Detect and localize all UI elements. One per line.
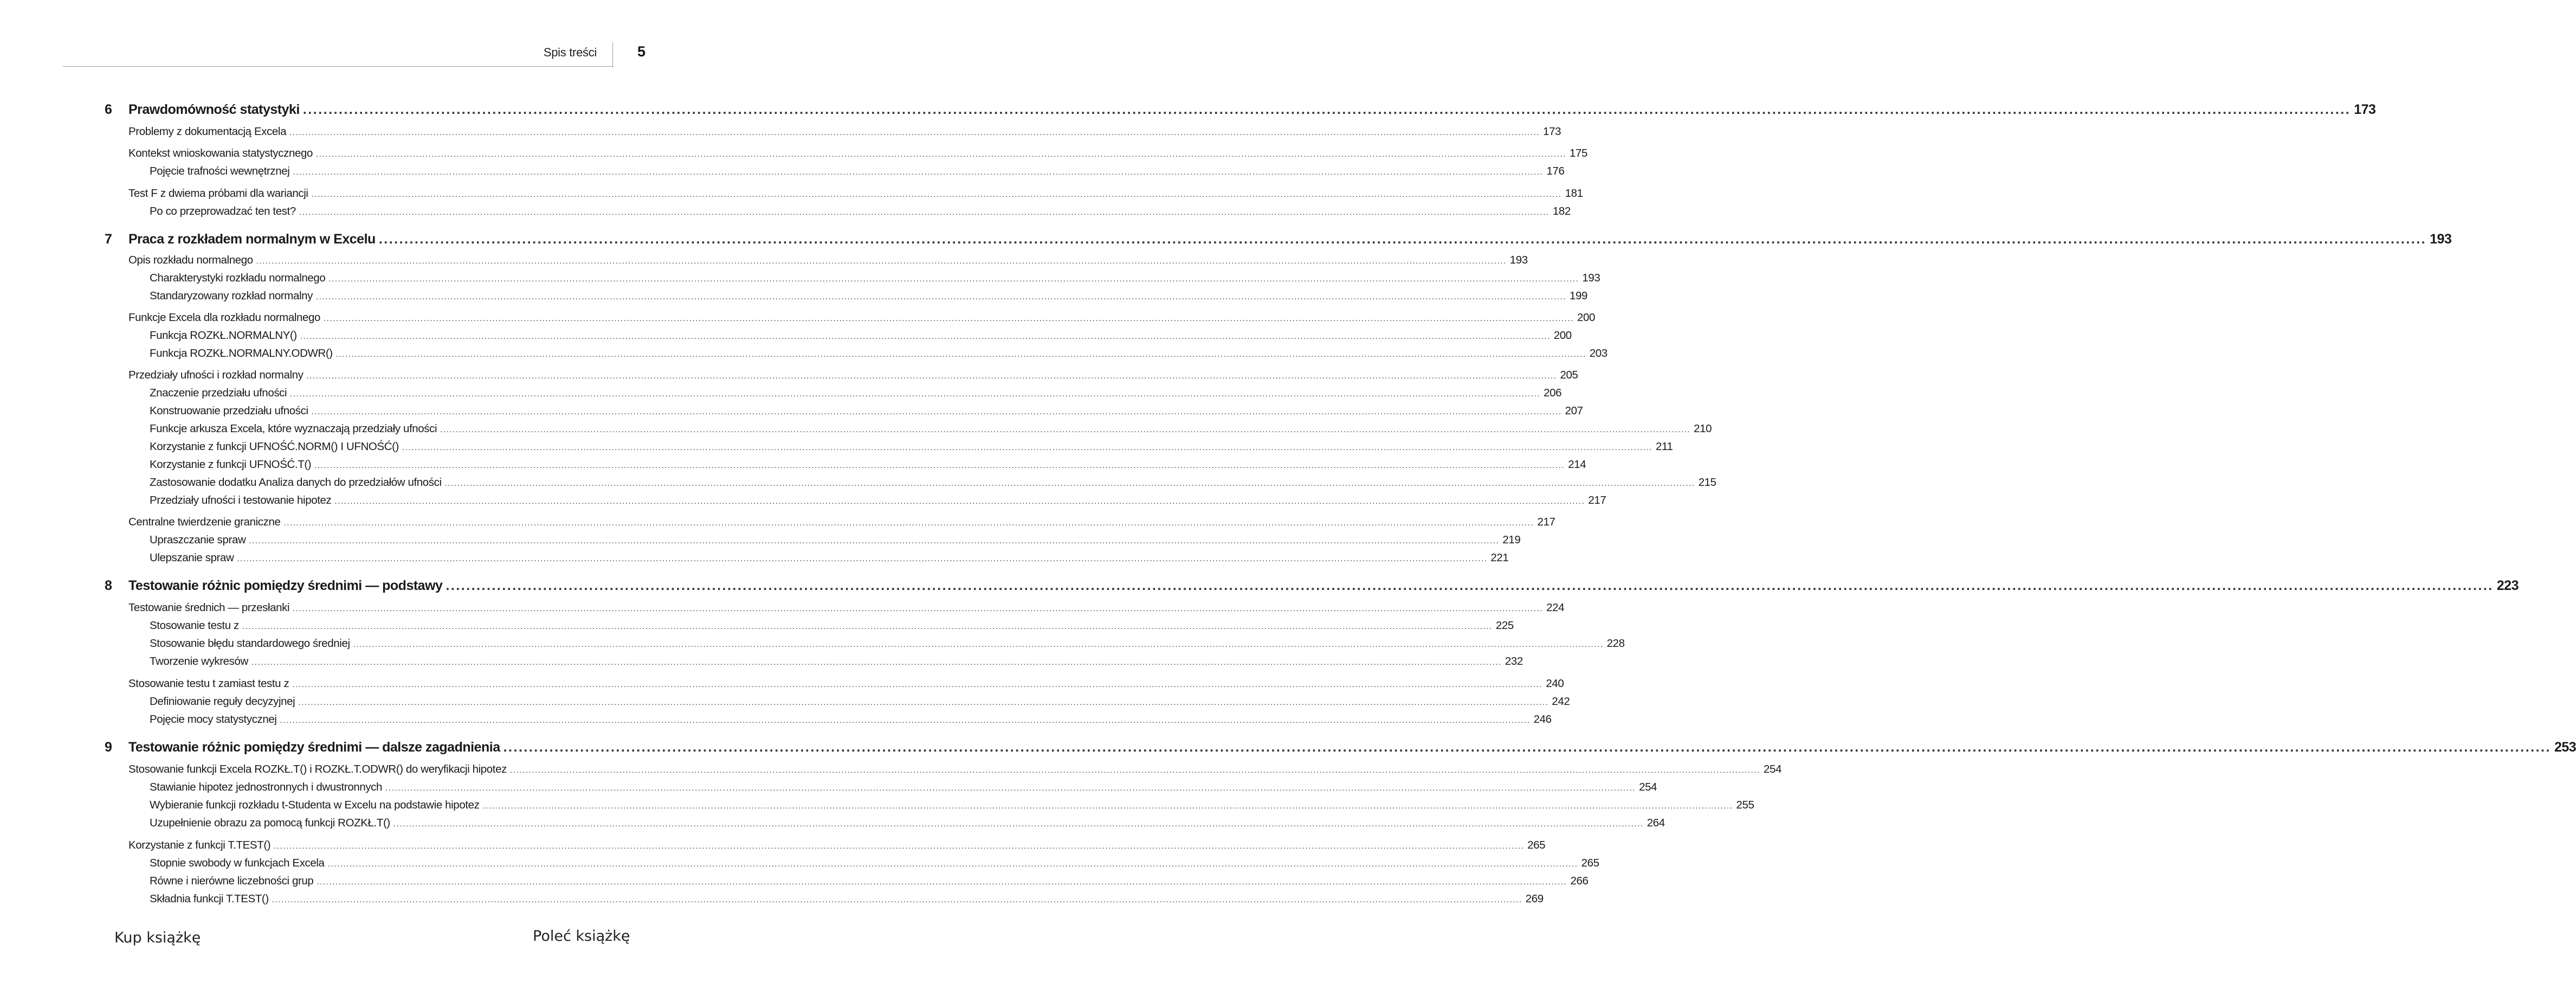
toc-entry-page: 205 [1560,369,1578,381]
dot-leader: ................................................................................................................................................................................................................................................................................................................................................................................................................ [300,332,1551,341]
chapter-number: 6 [105,102,112,117]
toc-entry-page: 217 [1588,494,1606,506]
toc-entry-title: Tworzenie wykresów [150,655,248,667]
toc-entry-title: Równe i nierówne liczebności grup [150,875,314,887]
toc-entry-title: Stosowanie testu z [150,619,239,632]
running-header-title: Spis treści [543,46,597,59]
toc-subsection[interactable] [150,534,1521,547]
toc-chapter[interactable] [105,232,2452,247]
dot-leader: ................................................................................................................................................................................................................................................................................................................................................................................................................ [272,895,1522,904]
dot-leader: ................................................................................................................................................................................................................................................................................................................................................................................................................ [311,407,1562,416]
dot-leader: ................................................................................................................................................................................................................................................................................................................................................................................................................ [509,766,1760,775]
toc-entry-title: Ulepszanie spraw [150,551,234,564]
dot-leader: ................................................................................................................................................................................................................................................................................................................................................................................................................ [440,425,1691,434]
toc-subsection[interactable] [150,290,1587,303]
toc-entry-page: 199 [1569,290,1587,302]
toc-subsection[interactable] [150,347,1607,360]
dot-leader: ................................................................................................................................................................................................................................................................................................................................................................................................................ [283,518,1534,528]
toc-entry-title: Po co przeprowadzać ten test? [150,205,296,217]
toc-entry-page: 228 [1606,637,1625,650]
toc-entry-page: 193 [1509,254,1528,266]
toc-section[interactable] [128,763,1781,776]
toc-section[interactable] [128,677,1564,690]
dot-leader: ................................................................................................................................................................................................................................................................................................................................................................................................................ [482,801,1733,811]
toc-entry-title: Opis rozkładu normalnego [128,254,253,266]
toc-entry-title: Korzystanie z funkcji UFNOŚĆ.NORM() I UFNOŚĆ() [150,440,399,453]
toc-entry-title: Znaczenie przedziału ufności [150,387,287,399]
toc-subsection[interactable] [150,695,1570,708]
dot-leader: ................................................................................................................................................................................................................................................................................................................................................................................................................ [315,292,1566,301]
toc-subsection[interactable] [150,551,1509,564]
toc-entry-page: 193 [1582,272,1600,284]
dot-leader: ................................................................................................................................................................................................................................................................................................................................................................................................................ [402,443,1652,452]
toc-section[interactable] [128,125,1561,138]
toc-entry-page: 225 [1495,619,1514,632]
toc-entry-title: Przedziały ufności i testowanie hipotez [150,494,332,506]
toc-subsection[interactable] [150,817,1665,830]
chapter-number: 8 [105,578,112,593]
dot-leader: ................................................................................................................................................................................................................................................................................................................................................................................................................ [324,314,1574,323]
toc-entry-title: Standaryzowany rozkład normalny [150,290,313,302]
toc-entry-page: 211 [1655,440,1673,453]
toc-subsection[interactable] [150,329,1572,342]
toc-entry-page: 240 [1546,677,1564,690]
toc-entry-page: 253 [2554,740,2576,755]
toc-section[interactable] [128,516,1555,529]
toc-chapter[interactable] [105,102,2376,118]
toc-entry-title: Przedziały ufności i rozkład normalny [128,369,304,381]
toc-entry-title: Zastosowanie dodatku Analiza danych do przedziałów ufności [150,476,442,489]
dot-leader: ................................................................................................................................................................................................................................................................................................................................................................................................................ [393,819,1644,829]
toc-entry-page: 214 [1568,458,1586,471]
toc-entry-page: 254 [1639,781,1657,793]
toc-entry-page: 255 [1736,799,1754,811]
dot-leader: ................................................................................................................................................................................................................................................................................................................................................................................................................ [289,128,1540,137]
dot-leader: ................................................................................................................................................................................................................................................................................................................................................................................................................ [327,859,1578,869]
toc-subsection[interactable] [150,655,1523,668]
toc-entry-page: 242 [1552,695,1570,708]
chapter-number: 9 [105,740,112,755]
toc-entry-title: Konstruowanie przedziału ufności [150,405,308,417]
toc-section[interactable] [128,187,1583,200]
toc-entry-page: 215 [1698,476,1716,489]
toc-entry-page: 232 [1505,655,1523,667]
buy-book-link[interactable]: Kup książkę [114,929,201,946]
dot-leader: ................................................................................................................................................................................................................................................................................................................................................................................................................ [328,274,1579,284]
toc-entry-page: 254 [1763,763,1781,775]
toc-entry-page: 193 [2430,232,2452,247]
toc-entry-title: Wybieranie funkcji rozkładu t-Studenta w Excelu na podstawie hipotez [150,799,480,811]
dot-leader: ................................................................................................................................................................................................................................................................................................................................................................................................................ [280,716,1531,725]
toc-subsection[interactable] [150,857,1599,870]
toc-entry-title: Uzupełnienie obrazu za pomocą funkcji ROZKŁ.T() [150,817,390,829]
toc-section[interactable] [128,369,1578,382]
dot-leader: ................................................................................................................................................................................................................................................................................................................................................................................................................ [446,578,2494,593]
toc-subsection[interactable] [150,713,1552,726]
toc-subsection[interactable] [150,205,1571,218]
toc-subsection[interactable] [150,875,1589,888]
toc-entry-title: Stosowanie funkcji Excela ROZKŁ.T() i ROZKŁ.T.ODWR() do weryfikacji hipotez [128,763,507,775]
header-rule [63,66,614,67]
toc-entry-page: 224 [1546,601,1565,614]
toc-subsection[interactable] [150,272,1600,285]
toc-entry-page: 223 [2496,578,2519,593]
dot-leader: ................................................................................................................................................................................................................................................................................................................................................................................................................ [302,102,2351,117]
toc-entry-page: 217 [1537,516,1555,528]
toc-entry-title: Stopnie swobody w funkcjach Excela [150,857,325,869]
dot-leader: ................................................................................................................................................................................................................................................................................................................................................................................................................ [378,232,2427,247]
dot-leader: ................................................................................................................................................................................................................................................................................................................................................................................................................ [503,740,2551,755]
toc-entry-title: Testowanie różnic pomiędzy średnimi — podstawy [128,578,443,593]
toc-entry-title: Korzystanie z funkcji T.TEST() [128,839,271,851]
page-number: 5 [637,43,646,60]
toc-entry-page: 206 [1544,387,1562,399]
toc-subsection[interactable] [150,893,1544,906]
toc-entry-title: Funkcje arkusza Excela, które wyznaczają przedziały ufności [150,422,437,435]
toc-entry-title: Kontekst wnioskowania statystycznego [128,147,313,159]
toc-entry-page: 182 [1552,205,1571,217]
toc-subsection[interactable] [150,781,1657,794]
toc-entry-title: Funkcja ROZKŁ.NORMALNY.ODWR() [150,347,333,360]
dot-leader: ................................................................................................................................................................................................................................................................................................................................................................................................................ [299,208,1550,217]
toc-entry-page: 173 [2354,102,2376,117]
toc-entry-page: 181 [1565,187,1583,200]
dot-leader: ................................................................................................................................................................................................................................................................................................................................................................................................................ [274,842,1525,851]
toc-entry-page: 265 [1527,839,1546,851]
dot-leader: ................................................................................................................................................................................................................................................................................................................................................................................................................ [290,389,1541,399]
dot-leader: ................................................................................................................................................................................................................................................................................................................................................................................................................ [249,536,1500,545]
dot-leader: ................................................................................................................................................................................................................................................................................................................................................................................................................ [293,604,1544,613]
toc-entry-title: Prawdomówność statystyki [128,102,300,117]
toc-entry-title: Stawianie hipotez jednostronnych i dwustronnych [150,781,383,793]
toc-entry-title: Test F z dwiema próbami dla wariancji [128,187,308,200]
chapter-number: 7 [105,232,112,247]
dot-leader: ................................................................................................................................................................................................................................................................................................................................................................................................................ [298,698,1549,707]
toc-subsection[interactable] [150,422,1712,435]
dot-leader: ................................................................................................................................................................................................................................................................................................................................................................................................................ [293,168,1544,177]
toc-chapter[interactable] [105,740,2576,755]
toc-entry-title: Funkcja ROZKŁ.NORMALNY() [150,329,297,342]
toc-entry-title: Definiowanie reguły decyzyjnej [150,695,295,708]
toc-subsection[interactable] [150,494,1606,507]
dot-leader: ................................................................................................................................................................................................................................................................................................................................................................................................................ [317,877,1567,887]
toc-entry-title: Funkcje Excela dla rozkładu normalnego [128,311,321,324]
dot-leader: ................................................................................................................................................................................................................................................................................................................................................................................................................ [385,784,1636,793]
toc-subsection[interactable] [150,405,1583,418]
toc-entry-page: 207 [1565,405,1583,417]
dot-leader: ................................................................................................................................................................................................................................................................................................................................................................................................................ [334,497,1585,506]
toc-subsection[interactable] [150,619,1514,632]
toc-entry-title: Centralne twierdzenie graniczne [128,516,281,528]
dot-leader: ................................................................................................................................................................................................................................................................................................................................................................................................................ [256,256,1507,266]
dot-leader: ................................................................................................................................................................................................................................................................................................................................................................................................................ [292,680,1543,689]
toc-section[interactable] [128,601,1565,614]
toc-entry-page: 203 [1589,347,1607,360]
toc-entry-title: Testowanie średnich — przesłanki [128,601,290,614]
dot-leader: ................................................................................................................................................................................................................................................................................................................................................................................................................ [311,190,1562,199]
toc-entry-page: 176 [1546,165,1565,177]
toc-entry-title: Pojęcie mocy statystycznej [150,713,277,726]
toc-entry-title: Testowanie różnic pomiędzy średnimi — dalsze zagadnienia [128,740,500,755]
toc-entry-title: Charakterystyki rozkładu normalnego [150,272,326,284]
toc-entry-title: Upraszczanie spraw [150,534,246,546]
toc-entry-page: 264 [1647,817,1665,829]
toc-subsection[interactable] [150,165,1565,178]
toc-entry-page: 200 [1553,329,1572,342]
toc-chapter[interactable] [105,578,2519,594]
toc-entry-title: Stosowanie testu t zamiast testu z [128,677,289,690]
toc-section[interactable] [128,839,1546,852]
header-separator [612,42,613,67]
toc-entry-title: Korzystanie z funkcji UFNOŚĆ.T() [150,458,312,471]
toc-subsection[interactable] [150,637,1625,650]
dot-leader: ................................................................................................................................................................................................................................................................................................................................................................................................................ [251,658,1502,667]
dot-leader: ................................................................................................................................................................................................................................................................................................................................................................................................................ [444,479,1695,488]
toc-entry-page: 219 [1502,534,1521,546]
toc-entry-page: 175 [1569,147,1587,159]
dot-leader: ................................................................................................................................................................................................................................................................................................................................................................................................................ [237,554,1488,563]
toc-entry-page: 246 [1533,713,1552,726]
toc-entry-title: Pojęcie trafności wewnętrznej [150,165,290,177]
dot-leader: ................................................................................................................................................................................................................................................................................................................................................................................................................ [353,640,1604,649]
toc-entry-title: Składnia funkcji T.TEST() [150,893,269,905]
toc-subsection[interactable] [150,799,1754,812]
toc-entry-page: 210 [1694,422,1712,435]
toc-section[interactable] [128,254,1528,267]
recommend-book-link[interactable]: Poleć książkę [533,928,630,945]
toc-subsection[interactable] [150,440,1673,453]
dot-leader: ................................................................................................................................................................................................................................................................................................................................................................................................................ [315,150,1566,159]
toc-entry-title: Praca z rozkładem normalnym w Excelu [128,232,376,247]
toc-subsection[interactable] [150,387,1562,400]
toc-subsection[interactable] [150,458,1586,471]
toc-section[interactable] [128,311,1596,324]
toc-subsection[interactable] [150,476,1716,489]
toc-entry-page: 269 [1525,893,1544,905]
toc-section[interactable] [128,147,1587,160]
dot-leader: ................................................................................................................................................................................................................................................................................................................................................................................................................ [242,622,1493,631]
dot-leader: ................................................................................................................................................................................................................................................................................................................................................................................................................ [335,350,1586,359]
dot-leader: ................................................................................................................................................................................................................................................................................................................................................................................................................ [314,461,1565,470]
dot-leader: ................................................................................................................................................................................................................................................................................................................................................................................................................ [306,371,1557,381]
toc-entry-page: 265 [1581,857,1599,869]
toc-entry-page: 173 [1543,125,1561,138]
toc-entry-title: Problemy z dokumentacją Excela [128,125,287,138]
toc-entry-page: 266 [1570,875,1589,887]
toc-entry-title: Stosowanie błędu standardowego średniej [150,637,350,650]
toc-entry-page: 221 [1490,551,1509,564]
toc-entry-page: 200 [1577,311,1596,324]
